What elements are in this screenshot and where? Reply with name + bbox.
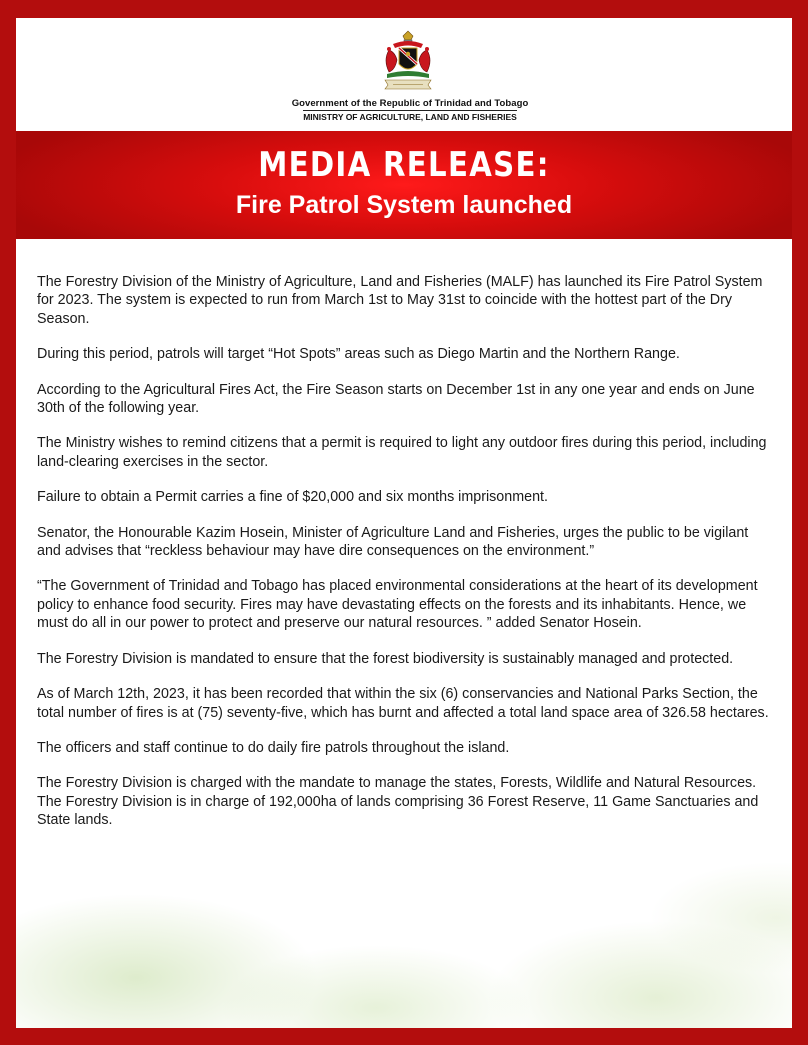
document-card [16, 18, 792, 1028]
banner-title: MEDIA RELEASE: [258, 145, 550, 185]
ministry-name [22, 112, 792, 122]
coat-of-arms-icon [377, 30, 439, 92]
paragraph: During this period, patrols will target “Hot Spots” areas such as Diego Martin and the Northern Range. [37, 346, 680, 363]
government-name: Government of the Republic of Trinidad and Tobago [291, 98, 529, 109]
banner-subtitle: Fire Patrol System launched [235, 191, 573, 219]
title-banner [16, 131, 792, 239]
paragraph: Senator, the Honourable Kazim Hosein, Minister of Agriculture Land and Fisheries, urges the public to be vigilant and advises that “reckless behaviour may have dire consequences on the environment.” [37, 524, 749, 560]
paragraph: The officers and staff continue to do daily fire patrols throughout the island. [37, 739, 510, 756]
paragraph: The Forestry Division of the Ministry of Agriculture, Land and Fisheries (MALF) has launched its Fire Patrol System for 2023. The system is expected to run from March 1st to May 31st to coincide with the hottest part of the Dry Season. [37, 274, 763, 327]
paragraph: The Ministry wishes to remind citizens that a permit is required to light any outdoor fires during this period, including land-clearing exercises in the sector. [37, 435, 767, 470]
paragraph: According to the Agricultural Fires Act, the Fire Season starts on December 1st in any one year and ends on June 30th of the following year. [37, 381, 755, 417]
release-body [37, 273, 770, 847]
paragraph: As of March 12th, 2023, it has been recorded that within the six (6) conservancies and National Parks Section, the total number of fires is at (75) seventy-five, which has burnt and affected a total land space area of 326.58 hectares. [37, 686, 769, 721]
letterhead [22, 22, 786, 134]
ministry-name-text: MINISTRY OF AGRICULTURE, LAND AND FISHERIES [303, 112, 517, 122]
paragraph: The Forestry Division is mandated to ensure that the forest biodiversity is sustainably managed and protected. [37, 650, 734, 667]
paragraph: The Forestry Division is charged with the mandate to manage the states, Forests, Wildlife and Natural Resources. The Forestry Division is in charge of 192,000ha of lands comprising 36 Forest Reserve, 11 Game Sanctuaries and State lands. [37, 775, 759, 829]
paragraph: “The Government of Trinidad and Tobago has placed environmental considerations at the heart of its development policy to enhance food security. Fires may have devastating effects on the forests and its inhabitants. Hence, we must do all in our power to protect and preserve our natural resources. ” added Senator Hosein. [37, 578, 758, 632]
paragraph: Failure to obtain a Permit carries a fine of $20,000 and six months imprisonment. [37, 489, 548, 506]
